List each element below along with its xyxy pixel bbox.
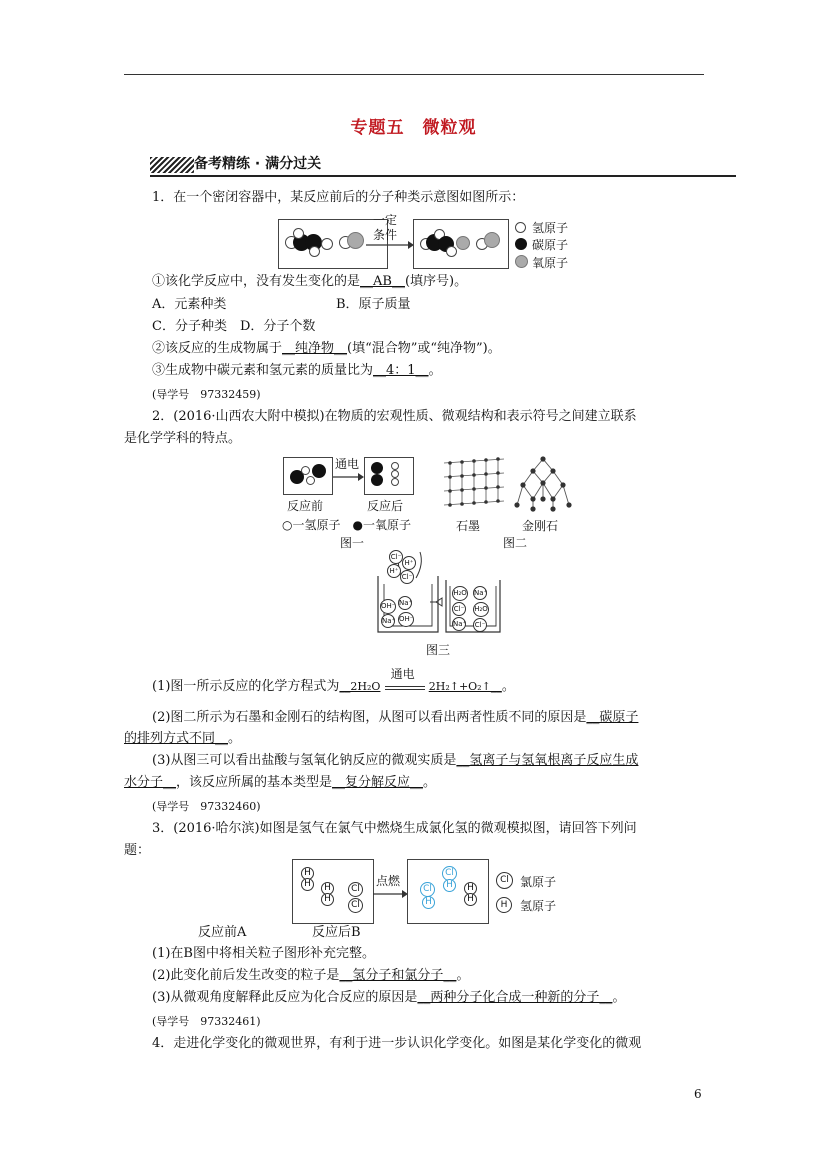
- q1-part1-answer: __AB__: [360, 274, 405, 289]
- q2-a2-prompt: (2)图二所示为石墨和金刚石的结构图，从图可以看出两者性质不同的原因是: [152, 710, 587, 725]
- q1-option-a: A．元素种类: [152, 297, 227, 312]
- legend-chlorine-label: 氯原子: [520, 875, 557, 889]
- diamond-label: 金刚石: [522, 519, 559, 533]
- q4-stem: 4．走进化学变化的微观世界，有利于进一步认识化学变化。如图是某化学变化的微观: [152, 1036, 642, 1051]
- q2-answer-1: [152, 667, 515, 696]
- banner-hatch-icon: [150, 157, 194, 173]
- hydrogen-atom: H: [443, 879, 456, 892]
- q1-part2-prompt: ②该反应的生成物属于: [152, 341, 283, 356]
- banner-rule: [150, 175, 736, 177]
- q2-a3-mid: ，该反应所属的基本类型是: [176, 775, 333, 790]
- q1-option-b: B．原子质量: [336, 297, 411, 312]
- q3-a2-answer: __氢分子和氯分子__: [339, 968, 457, 983]
- fig1-before-label: 反应前: [287, 499, 324, 513]
- fig1-arrow-icon: [332, 472, 364, 482]
- fig1-caption: 图一: [340, 536, 365, 550]
- q3-answer-1: (1)在B图中将相关粒子图形补充完整。: [152, 946, 375, 961]
- oxygen-atom: [347, 232, 364, 249]
- ion-na: Na⁺: [473, 586, 487, 600]
- q3-stem-1: 3．(2016·哈尔滨)如图是氢气在氯气中燃烧生成氯化氢的微观模拟图，请回答下列问: [152, 821, 637, 836]
- oxygen-atom: [312, 464, 326, 478]
- ion-h: H⁺: [387, 564, 401, 578]
- q3-before-box: [292, 859, 374, 924]
- q3-arrow-label: 点燃: [376, 874, 401, 888]
- oxygen-atom: [371, 462, 383, 474]
- ion-cl: Cl⁻: [400, 570, 414, 584]
- hydrogen-atom: H: [301, 878, 314, 891]
- molecule-h2o: H₂O: [473, 602, 489, 617]
- q3-after-box: [407, 859, 489, 924]
- chlorine-atom: Cl: [348, 882, 363, 897]
- q1-arrow-top: 一定: [373, 213, 398, 227]
- legend-hydrogen-icon: [515, 222, 526, 233]
- q3-answer-2: [152, 967, 469, 985]
- hydrogen-atom: [301, 466, 310, 475]
- page-number: 6: [694, 1087, 702, 1101]
- hydrogen-atom: [446, 246, 457, 257]
- ion-cl: Cl⁻: [473, 618, 487, 632]
- diamond-structure-icon: [513, 455, 573, 513]
- oxygen-atom: [456, 236, 470, 250]
- q1-option-cd: C．分子种类 D．分子个数: [152, 319, 316, 334]
- q2-a1-condition-label: 通电: [390, 667, 415, 681]
- q1-after-box: [413, 219, 509, 269]
- oxygen-atom: [484, 232, 500, 248]
- legend-carbon-icon: [515, 238, 527, 250]
- ion-na: Na⁺: [452, 617, 466, 631]
- q2-a1-condition: [385, 667, 425, 690]
- q1-part1: [152, 273, 467, 291]
- q3-arrow-icon: [372, 889, 408, 899]
- legend-chlorine-icon: Cl: [496, 872, 513, 889]
- q2-answer-2-line2: [124, 730, 241, 748]
- q2-a3-type-answer: __复分解反应__: [332, 775, 424, 790]
- legend-hydrogen-label: 氢原子: [532, 221, 569, 235]
- q2-a2-answer-part2: 的排列方式不同__: [124, 731, 229, 746]
- q1-arrow-bottom: 条件: [373, 228, 398, 242]
- hydrogen-atom: H: [301, 867, 314, 880]
- q1-part1-prompt: ①该化学反应中，没有发生变化的是: [152, 274, 361, 289]
- section-banner: [150, 151, 736, 177]
- hydrogen-atom: [309, 246, 320, 257]
- q1-arrow-icon: [364, 240, 414, 250]
- q3-label-b: 反应后B: [312, 925, 361, 940]
- ion-oh: OH⁻: [398, 612, 414, 627]
- q2-a1-answer-left: __2H₂O: [339, 680, 381, 693]
- ion-cl: Cl⁻: [389, 550, 403, 564]
- q2-answer-3-line2: [124, 774, 436, 792]
- banner-label: 备考精练 · 满分过关: [194, 156, 322, 172]
- fig1-before-box: [283, 457, 333, 495]
- fig2-caption: 图二: [503, 536, 528, 550]
- q2-a3-answer-part1: __氢离子与氢氧根离子反应生成: [456, 753, 639, 768]
- q1-part3: [152, 362, 442, 380]
- q3-label-a: 反应前A: [198, 925, 247, 940]
- ion-na: Na⁺: [398, 596, 412, 610]
- chlorine-atom: Cl: [420, 882, 435, 897]
- q3-a2-prompt: (2)此变化前后发生改变的粒子是: [152, 968, 340, 983]
- hydrogen-atom: H: [464, 882, 477, 895]
- q1-part3-suffix: 。: [428, 363, 442, 378]
- q1-part3-answer: __4：1__: [373, 363, 429, 378]
- q2-a1-suffix: 。: [501, 679, 515, 694]
- hydrogen-atom: H: [321, 893, 334, 906]
- hydrogen-atom: H: [422, 896, 435, 909]
- hydrogen-atom: [293, 228, 304, 239]
- q3-a3-prompt: (3)从微观角度解释此反应为化合反应的原因是: [152, 990, 418, 1005]
- legend-oxygen-label: 氧原子: [532, 256, 569, 270]
- hydrogen-atom: [391, 478, 399, 486]
- q1-guide-code: (导学号 97332459): [152, 388, 261, 401]
- q2-stem-1: 2．(2016·山西农大附中模拟)在物质的宏观性质、微观结构和表示符号之间建立联系: [152, 409, 637, 424]
- molecule-h2o: H₂O: [452, 586, 468, 601]
- q1-part2-answer: __纯净物__: [282, 341, 348, 356]
- q2-a3-suffix: 。: [423, 775, 437, 790]
- q2-a1-prompt: (1)图一所示反应的化学方程式为: [152, 679, 340, 694]
- q3-guide-code: (导学号 97332461): [152, 1015, 261, 1028]
- chlorine-atom: Cl: [348, 898, 363, 913]
- q1-stem: 1．在一个密闭容器中，某反应前后的分子种类示意图如图所示：: [152, 190, 525, 205]
- hydrogen-atom: H: [464, 893, 477, 906]
- ion-cl: Cl⁻: [452, 602, 466, 616]
- q2-a2-suffix: 。: [228, 731, 242, 746]
- q2-stem-2: 是化学学科的特点。: [124, 431, 242, 446]
- q1-part1-suffix: (填序号)。: [404, 274, 468, 289]
- legend-oxygen-icon: [515, 255, 528, 268]
- fig1-legend: ○一氢原子 ●一氧原子: [282, 518, 411, 532]
- q2-answer-2-line1: [152, 709, 638, 727]
- legend-hydrogen-icon: H: [496, 897, 512, 913]
- q3-a3-suffix: 。: [612, 990, 626, 1005]
- fig1-after-box: [364, 457, 414, 495]
- legend-hydrogen-label: 氢原子: [520, 899, 557, 913]
- fig1-after-label: 反应后: [367, 499, 404, 513]
- page-title: 专题五 微粒观: [350, 118, 477, 138]
- hydrogen-atom: [391, 470, 399, 478]
- q1-part2-suffix: (填“混合物”或“纯净物”)。: [347, 341, 501, 356]
- q2-a3-answer-part2: 水分子__: [124, 775, 177, 790]
- q3-a3-answer: __两种分子化合成一种新的分子__: [417, 990, 613, 1005]
- hydrogen-atom: [306, 476, 315, 485]
- hydrogen-atom: [391, 462, 399, 470]
- hydrogen-atom: [321, 238, 333, 250]
- chlorine-atom: Cl: [442, 866, 457, 881]
- q2-a3-prompt: (3)从图三可以看出盐酸与氢氧化钠反应的微观实质是: [152, 753, 457, 768]
- q3-answer-3: [152, 989, 625, 1007]
- legend-carbon-label: 碳原子: [532, 238, 569, 252]
- fig1-arrow-label: 通电: [335, 457, 360, 471]
- fig3-caption: 图三: [426, 643, 451, 657]
- q2-guide-code: (导学号 97332460): [152, 800, 261, 813]
- q2-a1-equals-icon: [385, 686, 425, 690]
- q2-a1-answer-right: 2H₂↑+O₂↑__: [428, 680, 502, 693]
- q2-answer-3-line1: [152, 752, 638, 770]
- q3-a2-suffix: 。: [456, 968, 470, 983]
- oxygen-atom: [371, 474, 383, 486]
- q3-stem-2: 题：: [124, 843, 151, 858]
- q1-part2: [152, 340, 501, 358]
- q1-part3-prompt: ③生成物中碳元素和氢元素的质量比为: [152, 363, 374, 378]
- hydrogen-atom: H: [321, 882, 334, 895]
- ion-h: H⁺: [402, 556, 416, 570]
- q2-a2-answer-part1: __碳原子: [586, 710, 639, 725]
- header-rule: [124, 74, 704, 75]
- graphite-label: 石墨: [456, 519, 481, 533]
- ion-oh: OH⁻: [380, 599, 396, 614]
- ion-na: Na⁺: [381, 614, 395, 628]
- graphite-structure-icon: [440, 455, 508, 511]
